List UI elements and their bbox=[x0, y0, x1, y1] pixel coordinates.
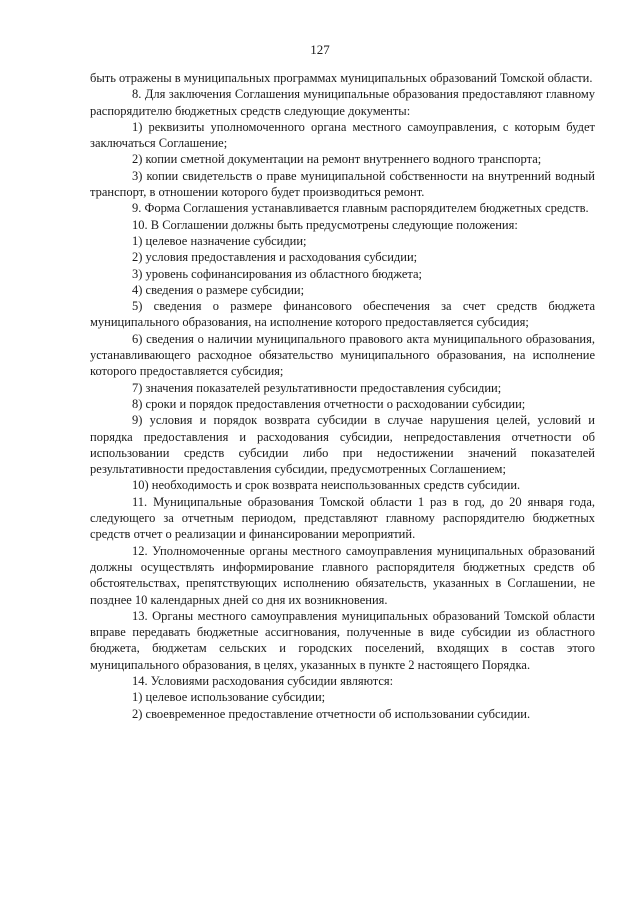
paragraph-10-item-5: 5) сведения о размере финансового обеспечения за счет средств бюджета муниципального образования, на исполнение которого предоставляется субсидия; bbox=[90, 299, 595, 330]
paragraph-10: 10. В Соглашении должны быть предусмотрены следующие положения: bbox=[132, 217, 518, 232]
paragraph-10-item-3: 3) уровень софинансирования из областного бюджета; bbox=[132, 266, 423, 281]
paragraph-10-item-8: 8) сроки и порядок предоставления отчетности о расходовании субсидии; bbox=[132, 396, 526, 411]
paragraph-10-item-7: 7) значения показателей результативности предоставления субсидии; bbox=[132, 380, 502, 395]
paragraph-10-item-1: 1) целевое назначение субсидии; bbox=[132, 233, 307, 248]
paragraph-8-item-3: 3) копии свидетельств о праве муниципальной собственности на внутренний водный транспорт, в отношении которого будет производиться ремонт. bbox=[90, 168, 595, 200]
paragraph-14: 14. Условиями расходования субсидии являются: bbox=[132, 673, 394, 688]
paragraph-10-item-6: 6) сведения о наличии муниципального правового акта муниципального образования, устанавливающего расходное обязательство муниципального образования, на исполнение которого предоставляется субсидия; bbox=[90, 331, 595, 379]
paragraph-13: 13. Органы местного самоуправления муниципальных образований Томской области вправе передавать бюджетные ассигнования, полученные в виде субсидии из областного бюджета, бюджетам сельских и городских поселений, входящих в состав этого муниципального образования, в целях, указанных в пункте 2 настоящего Порядка. bbox=[90, 608, 595, 672]
page-number: 127 bbox=[310, 42, 330, 57]
paragraph-14-item-2: 2) своевременное предоставление отчетности об использовании субсидии. bbox=[132, 706, 531, 721]
paragraph-9: 9. Форма Соглашения устанавливается главным распорядителем бюджетных средств. bbox=[132, 201, 589, 216]
document-body bbox=[90, 70, 595, 722]
paragraph-8-item-1: 1) реквизиты уполномоченного органа местного самоуправления, с которым будет заключаться Соглашение; bbox=[90, 119, 595, 151]
paragraph-10-item-9: 9) условия и порядок возврата субсидии в случае нарушения целей, условий и порядка предоставления и расходования субсидии, непредоставления отчетности об использовании средств субсидии либо при недостижении значений показателей результативности предоставления субсидии, предусмотренных Соглашением; bbox=[90, 413, 595, 477]
paragraph-10-item-10: 10) необходимость и срок возврата неиспользованных средств субсидии. bbox=[132, 478, 521, 493]
paragraph-10-item-4: 4) сведения о размере субсидии; bbox=[132, 282, 305, 297]
paragraph-continuation: быть отражены в муниципальных программах муниципальных образований Томской области. bbox=[90, 71, 593, 85]
paragraph-8-item-2: 2) копии сметной документации на ремонт внутреннего водного транспорта; bbox=[132, 152, 542, 167]
paragraph-14-item-1: 1) целевое использование субсидии; bbox=[132, 690, 326, 705]
paragraph-10-item-2: 2) условия предоставления и расходования субсидии; bbox=[132, 250, 418, 265]
paragraph-8: 8. Для заключения Соглашения муниципальные образования предоставляют главному распорядителю бюджетных средств следующие документы: bbox=[90, 87, 595, 118]
paragraph-11: 11. Муниципальные образования Томской области 1 раз в год, до 20 января года, следующего за отчетным периодом, представляют главному распорядителю бюджетных средств отчет о реализации и финансировании мероприятий. bbox=[90, 494, 595, 542]
paragraph-12: 12. Уполномоченные органы местного самоуправления муниципальных образований должны осуществлять информирование главного распорядителя бюджетных средств об обстоятельствах, препятствующих исполнению обязательств, указанных в Соглашении, не позднее 10 календарных дней со дня их возникновения. bbox=[90, 543, 595, 607]
